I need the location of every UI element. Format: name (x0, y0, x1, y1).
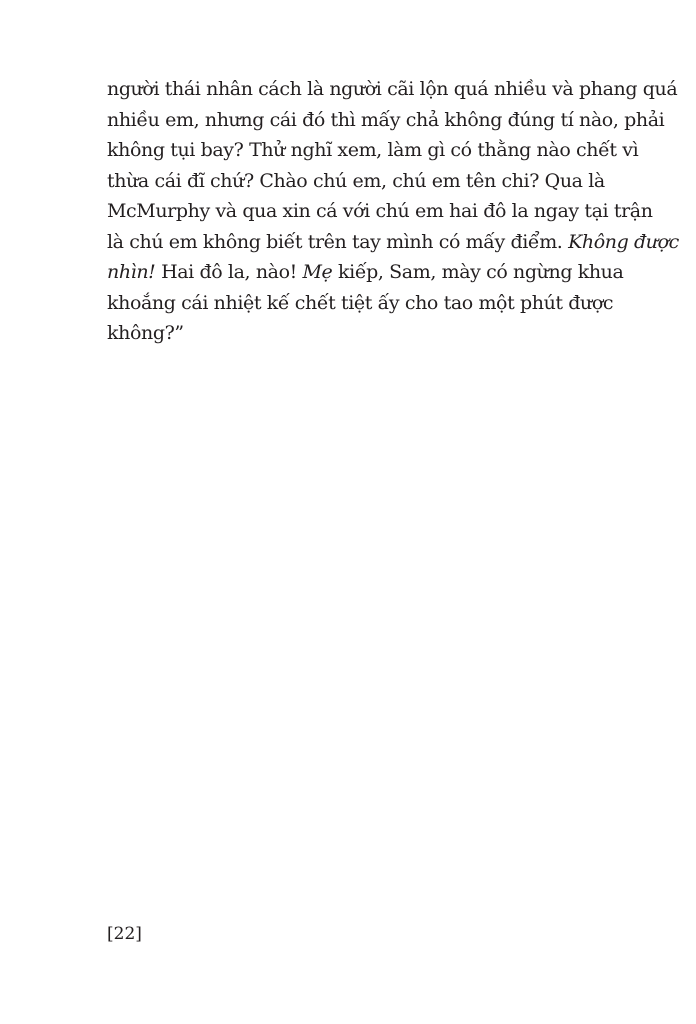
text-line-4: thừa cái đĩ chứ? Chào chú em, chú em tên chi? Qua là (107, 169, 605, 192)
italic-word: Mẹ (302, 261, 333, 283)
text-line-5: McMurphy và qua xin cá với chú em hai đô la ngay tại trận (107, 200, 653, 222)
body-paragraph (107, 74, 679, 349)
text-line-7 (107, 257, 624, 288)
text-segment: Hai đô la, nào! (161, 261, 297, 283)
text-line-8: khoắng cái nhiệt kế chết tiệt ấy cho tao một phút được (107, 291, 614, 314)
text-line-6 (107, 227, 679, 258)
text-line-3: không tụi bay? Thử nghĩ xem, làm gì có thằng nào chết vì (107, 139, 639, 161)
text-line-9: không?” (107, 322, 184, 344)
text-line-2: nhiều em, nhưng cái đó thì mấy chả không đúng tí nào, phải (107, 108, 665, 131)
page-number: [22] (107, 924, 142, 944)
italic-phrase: nhìn! (107, 261, 156, 283)
text-segment: kiếp, Sam, mày có ngừng khua (338, 261, 624, 283)
text-segment: là chú em không biết trên tay mình có mấy điểm. (107, 230, 563, 253)
italic-phrase: Không được (568, 230, 679, 253)
text-line-1: người thái nhân cách là người cãi lộn quá nhiều và phang quá (107, 78, 678, 100)
